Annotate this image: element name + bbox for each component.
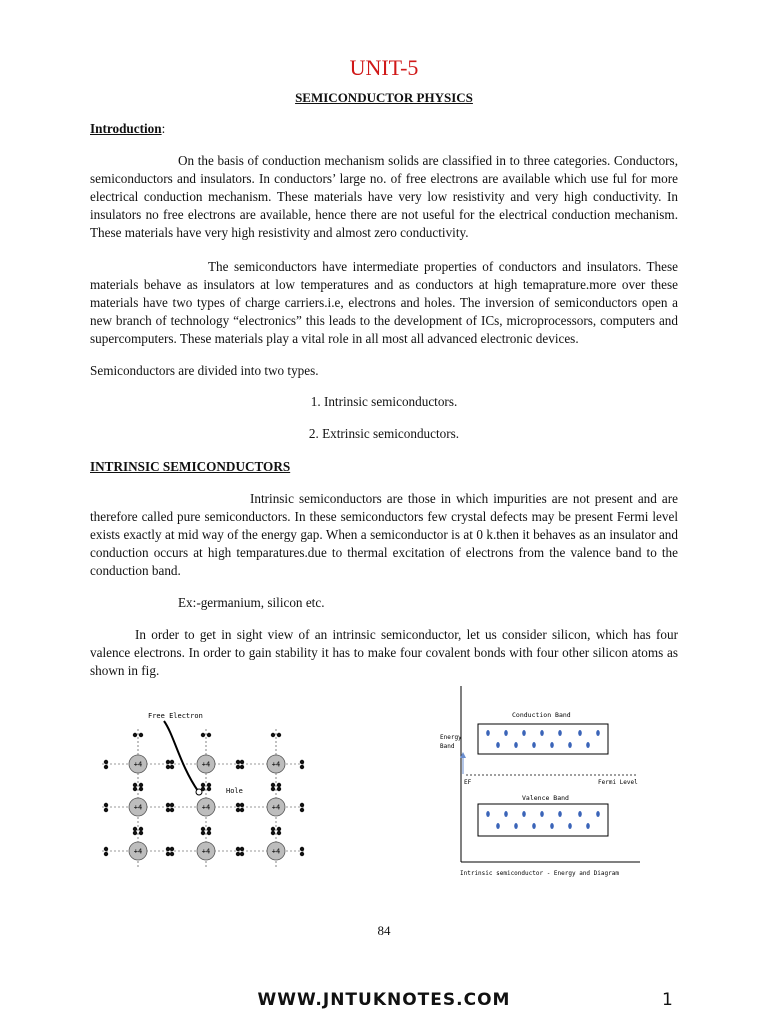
electron-dot bbox=[104, 803, 108, 807]
electron-dot bbox=[532, 823, 536, 829]
electron-dot bbox=[133, 733, 137, 737]
energy-label: Energy bbox=[440, 734, 462, 741]
electron-dot bbox=[104, 765, 108, 769]
hole-marker bbox=[196, 789, 202, 795]
electron-dot bbox=[504, 811, 508, 817]
paragraph-4: Intrinsic semiconductors are those in which impurities are not present and are therefore called pure semiconductors. In these semiconductors few crystal defects may be present Fermi level exists exactly at mid way of the energy gap. When a semiconductor is at 0 k.then it behaves as an insulator and conduction occurs at high temparatures.due to thermal excitation of electrons from the valence band to the conduction band. bbox=[90, 491, 678, 578]
electron-dot bbox=[596, 730, 600, 736]
electron-dot bbox=[277, 787, 281, 791]
electron-dot bbox=[166, 760, 170, 764]
electron-dot bbox=[104, 852, 108, 856]
lattice-structure bbox=[102, 729, 306, 867]
electron-dot bbox=[133, 831, 137, 835]
conduction-band-electrons bbox=[486, 730, 600, 748]
electron-dot bbox=[504, 730, 508, 736]
electron-dot bbox=[300, 803, 304, 807]
energy-band-figure bbox=[430, 682, 650, 882]
free-electron-label: Free Electron bbox=[148, 712, 203, 720]
electron-dot bbox=[568, 823, 572, 829]
paragraph-3: Semiconductors are divided into two types. bbox=[90, 363, 319, 378]
footer-website: WWW.JNTUKNOTES.COM bbox=[257, 990, 511, 1010]
electron-dot bbox=[514, 823, 518, 829]
atom-charge-label: +4 bbox=[133, 847, 143, 856]
electron-dot bbox=[522, 811, 526, 817]
electron-dot bbox=[236, 765, 240, 769]
electron-dot bbox=[277, 783, 281, 787]
intro-colon: : bbox=[161, 121, 166, 136]
electron-dot bbox=[496, 823, 500, 829]
electron-dot bbox=[277, 733, 281, 737]
electron-dot bbox=[277, 831, 281, 835]
electron-dot bbox=[271, 827, 275, 831]
electron-dot bbox=[236, 847, 240, 851]
electron-dot bbox=[236, 808, 240, 812]
intro-heading-line bbox=[90, 120, 678, 138]
electron-dot bbox=[236, 852, 240, 856]
footer-page-number: 1 bbox=[662, 990, 673, 1010]
conduction-band-box bbox=[478, 724, 608, 754]
electron-dot bbox=[236, 803, 240, 807]
electron-dot bbox=[139, 827, 143, 831]
hole-label: Hole bbox=[226, 787, 243, 795]
electron-dot bbox=[300, 760, 304, 764]
electron-dot bbox=[139, 787, 143, 791]
electron-dot bbox=[586, 823, 590, 829]
electron-dot bbox=[578, 811, 582, 817]
paragraph-1: On the basis of conduction mechanism solids are classified in to three categories. Conductors, semiconductors and insulators. In conductors’ large no. of free electrons are available which use ful for more electrical conduction mechanism. These materials have very low resistivity and very high conductivity. In insulators no free electrons are available, hence there are not useful for the electrical conduction mechanism. These materials have very high resistivity and almost zero conductivity. bbox=[90, 153, 678, 240]
free-electron-path bbox=[164, 721, 198, 791]
ef-label: EF bbox=[464, 779, 472, 786]
atom-charge-label: +4 bbox=[271, 803, 281, 812]
atom-charge-label: +4 bbox=[133, 803, 143, 812]
atom-charge-label: +4 bbox=[271, 760, 281, 769]
electron-dot bbox=[170, 808, 174, 812]
electron-dot bbox=[558, 811, 562, 817]
page-number: 84 bbox=[377, 923, 391, 938]
electron-dot bbox=[240, 803, 244, 807]
electron-dot bbox=[207, 787, 211, 791]
electron-dot bbox=[486, 811, 490, 817]
type-item-2: 2. Extrinsic semiconductors. bbox=[308, 426, 460, 441]
electron-dot bbox=[586, 742, 590, 748]
electron-dot bbox=[166, 852, 170, 856]
electron-dot bbox=[540, 730, 544, 736]
electron-dot bbox=[201, 831, 205, 835]
electron-dot bbox=[104, 808, 108, 812]
valence-band-box bbox=[478, 804, 608, 836]
electron-dot bbox=[240, 760, 244, 764]
electron-dot bbox=[207, 831, 211, 835]
type-item-1: 1. Intrinsic semiconductors. bbox=[310, 394, 458, 409]
electron-dot bbox=[139, 733, 143, 737]
electron-dot bbox=[170, 765, 174, 769]
electron-dot bbox=[170, 847, 174, 851]
electron-dot bbox=[486, 730, 490, 736]
electron-dot bbox=[207, 827, 211, 831]
band-figure-caption: Intrinsic semiconductor - Energy and Diagram bbox=[460, 870, 619, 877]
conduction-band-label: Conduction Band bbox=[512, 711, 571, 719]
electron-dot bbox=[271, 787, 275, 791]
atom-charge-label: +4 bbox=[201, 847, 211, 856]
electron-dot bbox=[596, 811, 600, 817]
paragraph-5: In order to get in sight view of an intrinsic semiconductor, let us consider silicon, which has four valence electrons. In order to gain stability it has to make four covalent bonds with four other silicon atoms as shown in fig. bbox=[90, 627, 678, 678]
electron-dot bbox=[271, 783, 275, 787]
electron-dot bbox=[166, 803, 170, 807]
electron-dot bbox=[271, 733, 275, 737]
example-line: Ex:-germanium, silicon etc. bbox=[178, 595, 325, 610]
electron-dot bbox=[170, 760, 174, 764]
electron-dot bbox=[578, 730, 582, 736]
band-label: Band bbox=[440, 743, 455, 750]
unit-title: UNIT-5 bbox=[349, 55, 419, 80]
electron-dot bbox=[166, 765, 170, 769]
atom-charge-label: +4 bbox=[201, 760, 211, 769]
electron-dot bbox=[166, 847, 170, 851]
intro-heading: Introduction bbox=[90, 121, 162, 136]
atom-charge-label: +4 bbox=[271, 847, 281, 856]
fermi-level-label: Fermi Level bbox=[598, 779, 638, 786]
electron-dot bbox=[240, 765, 244, 769]
electron-dot bbox=[271, 831, 275, 835]
electron-dot bbox=[568, 742, 572, 748]
electron-dot bbox=[300, 808, 304, 812]
electron-dot bbox=[166, 808, 170, 812]
electron-dot bbox=[207, 733, 211, 737]
electron-dot bbox=[300, 765, 304, 769]
electron-dot bbox=[240, 852, 244, 856]
paragraph-2: The semiconductors have intermediate properties of conductors and insulators. These materials behave as insulators at low temperatures and as conductors at high temaprature.more over these materials have two types of charge carriers.i.e, electrons and holes. The inversion of semiconductors open a new branch of technology “electronics” this leads to the development of ICs, microprocessors, computers and supercomputers. These materials play a vital role in all most all advanced electronic devices. bbox=[90, 259, 678, 346]
electron-dot bbox=[240, 847, 244, 851]
electron-dot bbox=[277, 827, 281, 831]
electron-dot bbox=[170, 852, 174, 856]
electron-dot bbox=[133, 827, 137, 831]
electron-dot bbox=[139, 831, 143, 835]
electron-dot bbox=[514, 742, 518, 748]
electron-dot bbox=[133, 787, 137, 791]
intrinsic-heading-line bbox=[90, 458, 678, 476]
valence-band-electrons bbox=[486, 811, 600, 829]
electron-dot bbox=[201, 783, 205, 787]
electron-dot bbox=[540, 811, 544, 817]
electron-dot bbox=[496, 742, 500, 748]
electron-dot bbox=[550, 823, 554, 829]
electron-dot bbox=[558, 730, 562, 736]
electron-dot bbox=[207, 783, 211, 787]
page-subtitle: SEMICONDUCTOR PHYSICS bbox=[295, 90, 473, 105]
electron-dot bbox=[300, 847, 304, 851]
electron-dot bbox=[201, 827, 205, 831]
electron-dot bbox=[104, 847, 108, 851]
electron-dot bbox=[240, 808, 244, 812]
electron-dot bbox=[532, 742, 536, 748]
valence-band-label: Valence Band bbox=[522, 794, 569, 802]
silicon-lattice-figure bbox=[98, 705, 310, 870]
electron-dot bbox=[550, 742, 554, 748]
electron-dot bbox=[133, 783, 137, 787]
electron-dot bbox=[236, 760, 240, 764]
electron-dot bbox=[104, 760, 108, 764]
electron-dot bbox=[522, 730, 526, 736]
atom-charge-label: +4 bbox=[133, 760, 143, 769]
intrinsic-heading: INTRINSIC SEMICONDUCTORS bbox=[90, 459, 291, 474]
electron-dot bbox=[300, 852, 304, 856]
electron-dot bbox=[170, 803, 174, 807]
atom-charge-label: +4 bbox=[201, 803, 211, 812]
electron-dot bbox=[139, 783, 143, 787]
electron-dot bbox=[201, 733, 205, 737]
